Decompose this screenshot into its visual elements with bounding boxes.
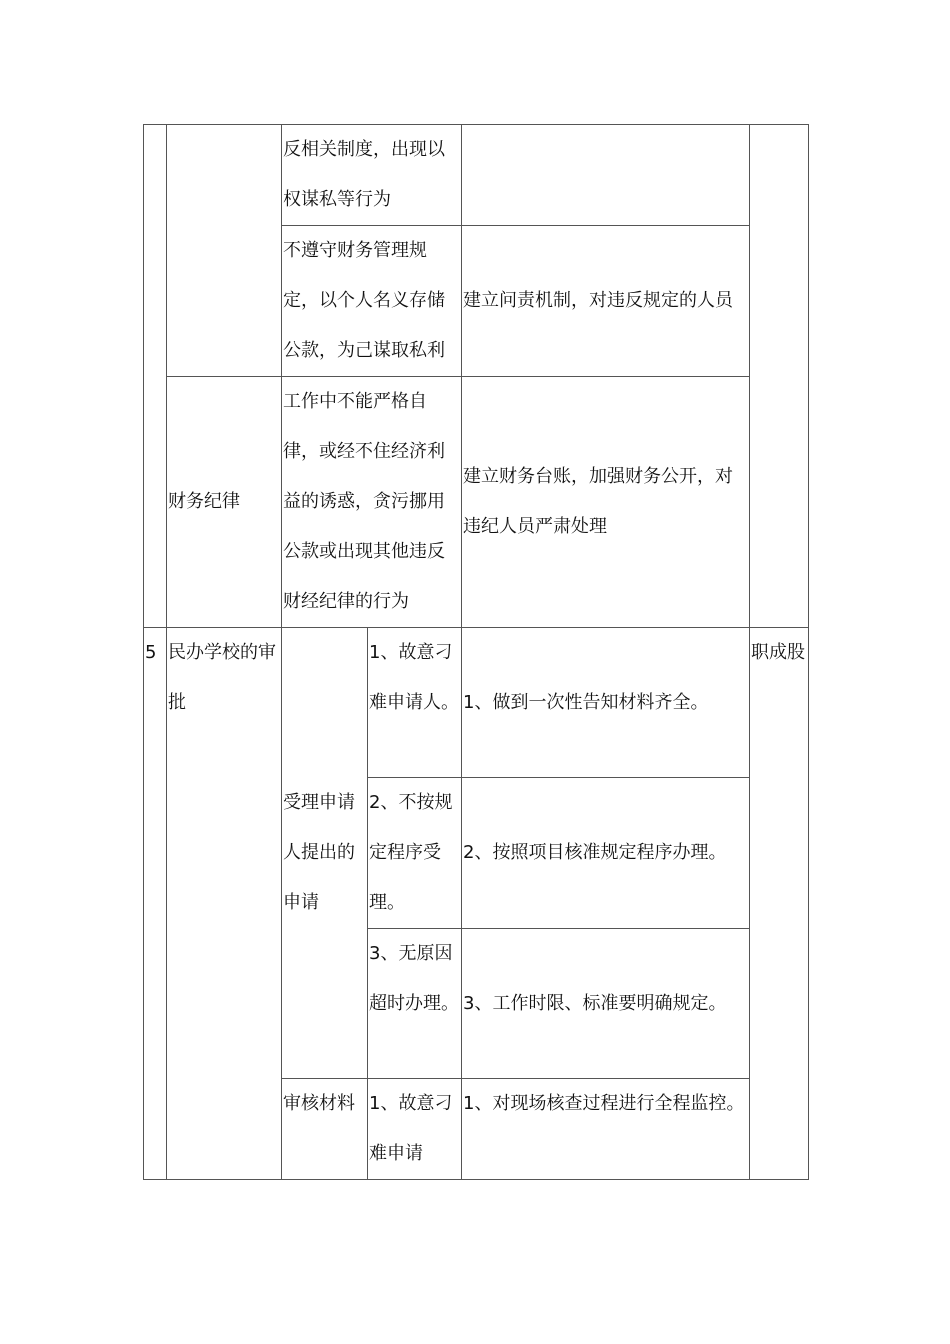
measure-cell: 3、工作时限、标准要明确规定。: [462, 929, 750, 1079]
measure-cell: [462, 125, 750, 226]
risk-cell: 不遵守财务管理规定，以个人名义存储公款，为己谋取私利: [282, 226, 462, 377]
risk-cell: 3、无原因超时办理。: [368, 929, 462, 1079]
measure-cell: 1、对现场核查过程进行全程监控。: [462, 1079, 750, 1180]
item-name: 民办学校的审批: [167, 628, 282, 1180]
risk-cell: 反相关制度，出现以权谋私等行为: [282, 125, 462, 226]
measure-cell: 1、做到一次性告知材料齐全。: [462, 628, 750, 778]
step-cell: 受理申请人提出的申请: [282, 628, 368, 1079]
point-cell-empty: [167, 125, 282, 377]
measure-cell: 建立财务台账，加强财务公开，对违纪人员严肃处理: [462, 377, 750, 628]
risk-cell: 1、故意刁难申请: [368, 1079, 462, 1180]
table-row: [144, 125, 809, 226]
risk-cell: 工作中不能严格自律，或经不住经济利益的诱惑，贪污挪用公款或出现其他违反财经纪律的行为: [282, 377, 462, 628]
risk-control-table: [143, 124, 809, 1180]
risk-cell: 2、不按规定程序受理。: [368, 778, 462, 929]
measure-cell: 2、按照项目核准规定程序办理。: [462, 778, 750, 929]
department-cell: 职成股: [750, 628, 809, 1180]
step-cell: 审核材料: [282, 1079, 368, 1180]
item-number: 5: [144, 628, 167, 1180]
table-row: [144, 628, 809, 778]
risk-cell: 1、故意刁难申请人。: [368, 628, 462, 778]
table-row: [144, 377, 809, 628]
number-cell-empty: [144, 125, 167, 628]
point-cell: 财务纪律: [167, 377, 282, 628]
department-cell-empty: [750, 125, 809, 628]
measure-cell: 建立问责机制，对违反规定的人员: [462, 226, 750, 377]
